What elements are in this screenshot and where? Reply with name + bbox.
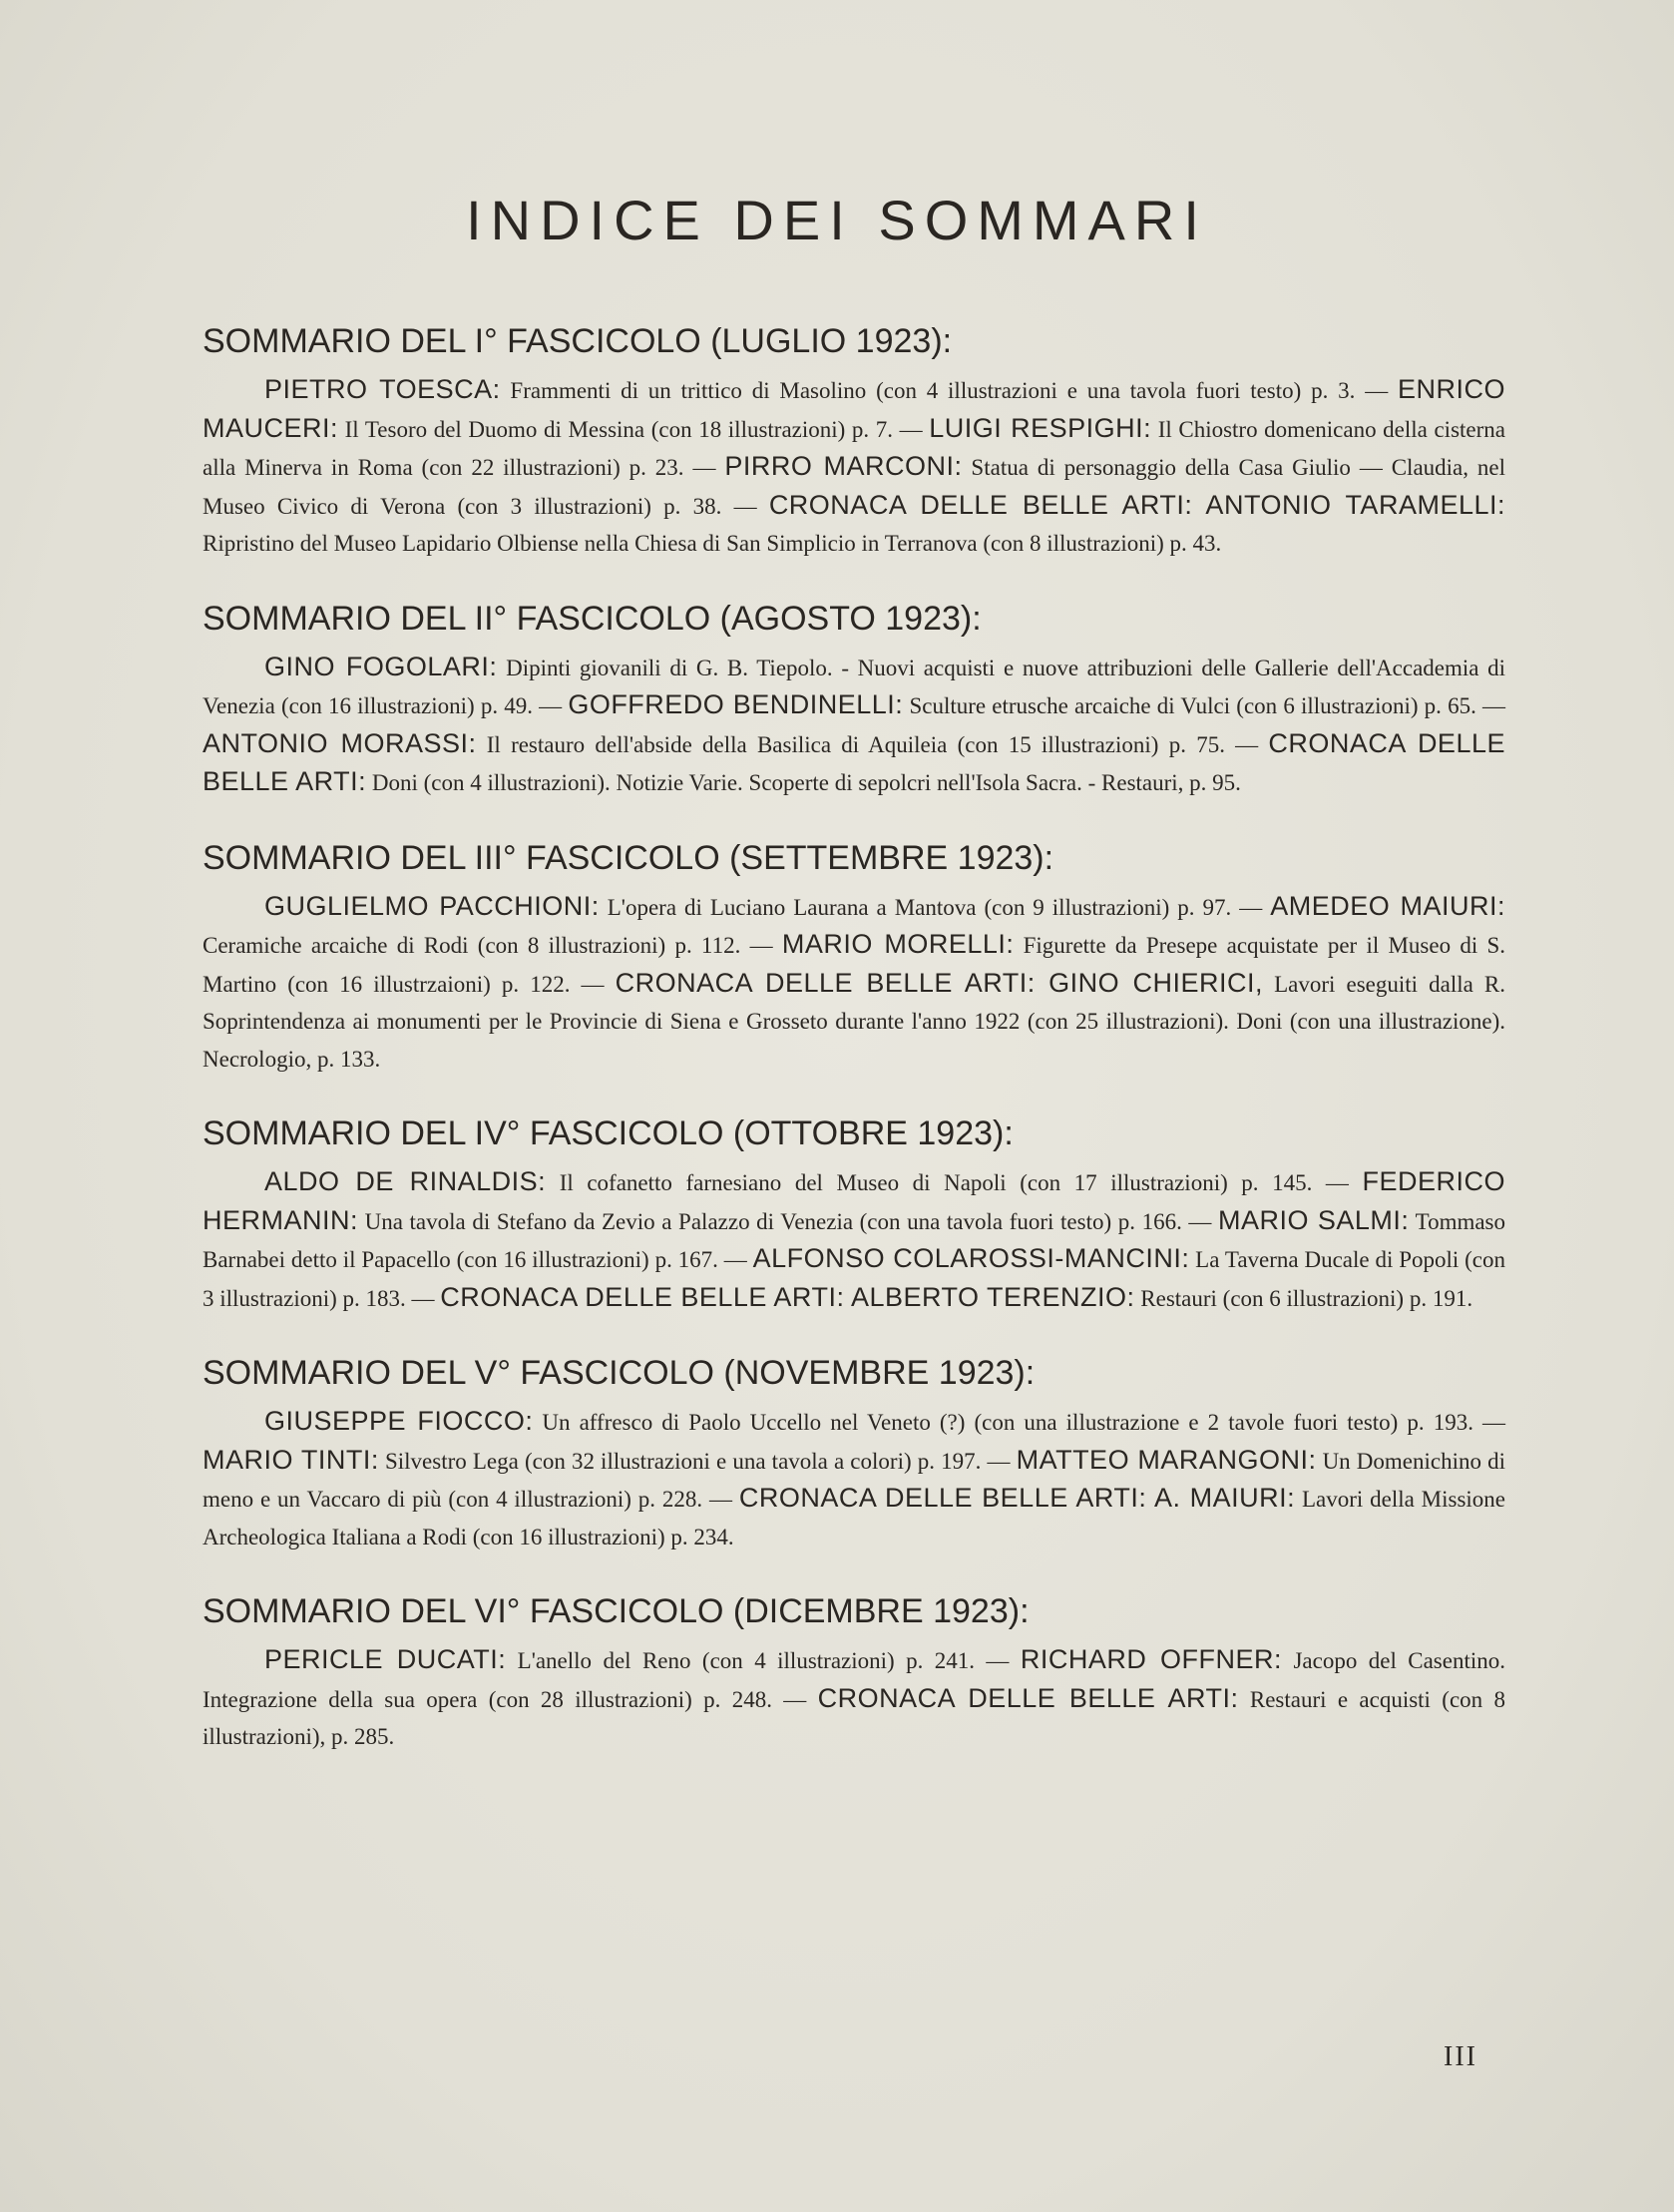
author-name: PIRRO MARCONI:	[724, 451, 963, 481]
author-name: PIETRO TOESCA:	[264, 374, 501, 404]
entry-text: Dipinti giovanili di G. B. Tiepolo. - Nuovi acquisti e nuove attribuzioni delle Gallerie dell'Accademia di Venezia (con 16 illustrazioni) p. 49. —	[203, 655, 1506, 718]
section-heading: SOMMARIO DEL II° FASCICOLO (AGOSTO 1923):	[203, 599, 982, 638]
author-name: ENRICO MAUCERI:	[203, 374, 1505, 443]
author-name: GOFFREDO BENDINELLI:	[568, 689, 904, 719]
author-name: PERICLE DUCATI:	[264, 1644, 507, 1674]
entry-text: Restauri (con 6 illustrazioni) p. 191.	[1134, 1285, 1473, 1311]
entry-text: Lavori della Missione Archeologica Italiana a Rodi (con 16 illustrazioni) p. 234.	[203, 1487, 1506, 1549]
entry-text: La Taverna Ducale di Popoli (con 3 illustrazioni) p. 183. —	[203, 1247, 1505, 1311]
section-body	[203, 649, 1505, 802]
entry-text: L'anello del Reno (con 4 illustrazioni) p. 241. —	[506, 1648, 1021, 1673]
entry-text: Statua di personaggio della Casa Giulio — Claudia, nel Museo Civico di Verona (con 3 illustrazioni) p. 38. —	[203, 455, 1506, 519]
entry-text: Un affresco di Paolo Uccello nel Veneto (?) (con una illustrazione e 2 tavole fuori testo) p. 193. —	[533, 1410, 1505, 1435]
section-heading: SOMMARIO DEL VI° FASCICOLO (DICEMBRE 1923):	[203, 1592, 1030, 1630]
entry-text: Una tavola di Stefano da Zevio a Palazzo di Venezia (con una tavola fuori testo) p. 166. —	[358, 1208, 1219, 1234]
entry-text: Il cofanetto farnesiano del Museo di Napoli (con 17 illustrazioni) p. 145. —	[546, 1170, 1363, 1195]
author-name: LUIGI RESPIGHI:	[929, 412, 1152, 443]
section-body	[203, 1641, 1505, 1756]
entry-text: Il Tesoro del Duomo di Messina (con 18 illustrazioni) p. 7. —	[338, 416, 930, 442]
entry-text: Doni (con 4 illustrazioni). Notizie Varie. Scoperte di sepolcri nell'Isola Sacra. - Restauri, p. 95.	[366, 770, 1241, 795]
author-name: CRONACA DELLE BELLE ARTI: GINO CHIERICI,	[615, 967, 1263, 998]
page-title: INDICE DEI SOMMARI	[466, 189, 1208, 251]
author-name: CRONACA DELLE BELLE ARTI:	[817, 1682, 1239, 1713]
section-fascicolo-5	[203, 1351, 1505, 1555]
author-name: CRONACA DELLE BELLE ARTI:	[203, 727, 1505, 796]
author-name: MATTEO MARANGONI:	[1016, 1444, 1317, 1475]
author-name: AMEDEO MAIURI:	[1270, 890, 1505, 921]
entry-text: Lavori eseguiti dalla R. Soprintendenza ai monumenti per le Provincie di Siena e Grosseto durante l'anno 1922 (con 25 illustrazioni). Doni (con una illustrazione). Necrologio, p. 133.	[203, 971, 1505, 1072]
author-name: FEDERICO HERMANIN:	[203, 1166, 1505, 1235]
entry-text: Il Chiostro domenicano della cisterna alla Minerva in Roma (con 22 illustrazioni) p. 23. —	[203, 416, 1505, 480]
entry-text: Un Domenichino di meno e un Vaccaro di più (con 4 illustrazioni) p. 228. —	[203, 1448, 1505, 1512]
summary-list	[203, 319, 1505, 1790]
entry-text: Figurette da Presepe acquistate per il Museo di S. Martino (con 16 illustrzaioni) p. 122. —	[203, 933, 1506, 997]
page-number: III	[1444, 2041, 1477, 2072]
author-name: RICHARD OFFNER:	[1020, 1644, 1283, 1674]
entry-text: Silvestro Lega (con 32 illustrazioni e una tavola a colori) p. 197. —	[378, 1448, 1017, 1474]
entry-text: Restauri e acquisti (con 8 illustrazioni), p. 285.	[203, 1686, 1505, 1749]
entry-text: Sculture etrusche arcaiche di Vulci (con 6 illustrazioni) p. 65. —	[903, 693, 1505, 718]
section-heading: SOMMARIO DEL IV° FASCICOLO (OTTOBRE 1923):	[203, 1114, 1014, 1152]
section-body	[203, 1163, 1505, 1317]
author-name: MARIO MORELLI:	[781, 929, 1015, 959]
section-fascicolo-4	[203, 1111, 1505, 1317]
section-fascicolo-1	[203, 319, 1505, 563]
entry-text: Frammenti di un trittico di Masolino (con 4 illustrazioni e una tavola fuori testo) p. 3. —	[500, 378, 1398, 403]
author-name: CRONACA DELLE BELLE ARTI: A. MAIURI:	[738, 1483, 1296, 1513]
section-fascicolo-2	[203, 597, 1505, 802]
section-body	[203, 888, 1505, 1079]
author-name: MARIO TINTI:	[203, 1444, 379, 1475]
entry-text: Tommaso Barnabei detto il Papacello (con 16 illustrazioni) p. 167. —	[203, 1208, 1506, 1272]
author-name: GINO FOGOLARI:	[264, 651, 498, 681]
section-fascicolo-6	[203, 1589, 1505, 1756]
section-heading: SOMMARIO DEL I° FASCICOLO (LUGLIO 1923):	[203, 322, 953, 360]
section-heading: SOMMARIO DEL V° FASCICOLO (NOVEMBRE 1923):	[203, 1354, 1036, 1392]
author-name: ALFONSO COLAROSSI-MANCINI:	[752, 1243, 1190, 1273]
section-fascicolo-3	[203, 836, 1505, 1079]
entry-text: Ripristino del Museo Lapidario Olbiense nella Chiesa di San Simplicio in Terranova (con 8 illustrazioni) p. 43.	[203, 531, 1222, 556]
author-name: CRONACA DELLE BELLE ARTI: ALBERTO TERENZIO:	[440, 1281, 1135, 1312]
author-name: GUGLIELMO PACCHIONI:	[264, 890, 600, 921]
author-name: ALDO DE RINALDIS:	[264, 1166, 547, 1196]
entry-text: Jacopo del Casentino. Integrazione della sua opera (con 28 illustrazioni) p. 248. —	[203, 1648, 1505, 1712]
entry-text: L'opera di Luciano Laurana a Mantova (con 9 illustrazioni) p. 97. —	[599, 894, 1271, 920]
entry-text: Ceramiche arcaiche di Rodi (con 8 illustrazioni) p. 112. —	[203, 933, 782, 958]
entry-text: Il restauro dell'abside della Basilica di Aquileia (con 15 illustrazioni) p. 75. —	[476, 731, 1269, 757]
section-body	[203, 371, 1505, 563]
section-body	[203, 1403, 1505, 1555]
author-name: GIUSEPPE FIOCCO:	[264, 1406, 534, 1436]
author-name: CRONACA DELLE BELLE ARTI: ANTONIO TARAMELLI:	[768, 489, 1505, 520]
section-heading: SOMMARIO DEL III° FASCICOLO (SETTEMBRE 1923):	[203, 838, 1054, 877]
author-name: MARIO SALMI:	[1218, 1204, 1410, 1235]
author-name: ANTONIO MORASSI:	[203, 727, 477, 758]
